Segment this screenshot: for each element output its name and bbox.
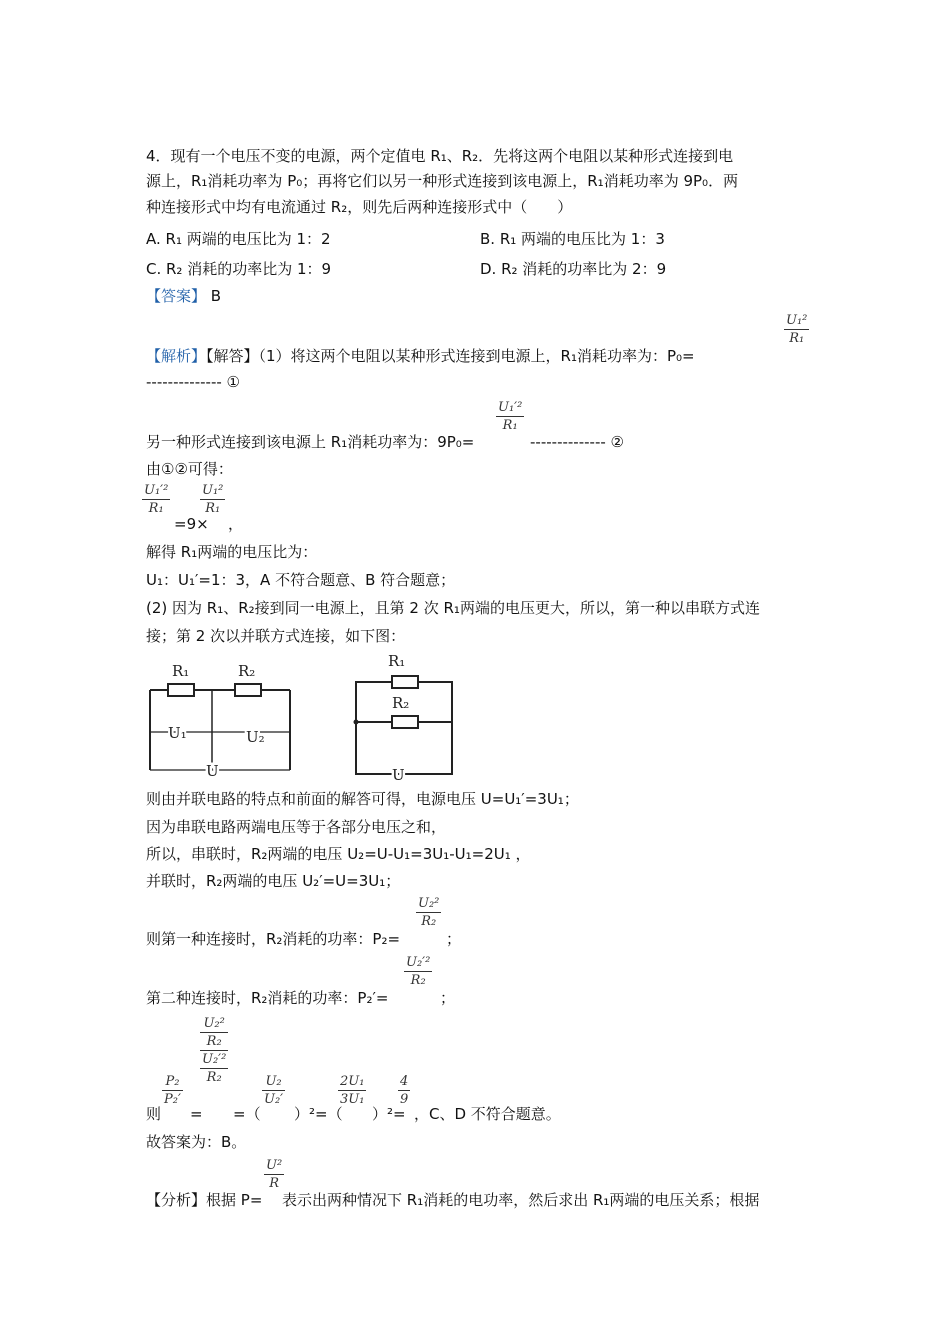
analysis-line-7: U₁：U₁′=1：3，A 不符合题意、B 符合题意； [146, 571, 456, 589]
option-a: A. R₁ 两端的电压比为 1：2 [146, 230, 331, 248]
series-r1-label: R₁ [172, 662, 190, 680]
analysis-line-8: (2) 因为 R₁、R₂接到同一电源上，且第 2 次 R₁两端的电压更大，所以，第一种以串联方式连 [146, 599, 760, 617]
parallel-r1-resistor [392, 676, 418, 688]
fraction-p2: U₂² R₂ [418, 896, 440, 929]
answer-line [146, 286, 221, 306]
series-u1-label: U₁ [168, 724, 187, 742]
analysis-line-14: 则第一种连接时，R₂消耗的功率：P₂= [146, 930, 401, 948]
analysis-line-18-tail: 表示出两种情况下 R₁消耗的电功率，然后求出 R₁两端的电压关系；根据 [282, 1191, 760, 1209]
analysis-line-12: 所以，串联时，R₂两端的电压 U₂=U-U₁=3U₁-U₁=2U₁ ， [146, 845, 531, 863]
parallel-r2-resistor [392, 716, 418, 728]
option-d: D. R₂ 消耗的功率比为 2：9 [480, 260, 667, 278]
answer-tag: 【答案】 [146, 287, 207, 305]
analysis-line-4: 由①②可得： [146, 460, 233, 478]
analysis-line-3: 另一种形式连接到该电源上 R₁消耗功率为：9P₀= [146, 433, 475, 451]
fraction-u2-ratio: U₂ U₂′ [264, 1074, 284, 1107]
series-r1-resistor [168, 684, 194, 696]
analysis-line-18: 【分析】根据 P= [146, 1191, 263, 1209]
ratio-eq-3: ）²=（ [294, 1105, 343, 1123]
option-c: C. R₂ 消耗的功率比为 1：9 [146, 260, 332, 278]
ratio-eq-1: = [190, 1105, 203, 1123]
series-u2-label: U₂ [246, 728, 265, 746]
question-line-1: 4．现有一个电压不变的电源，两个定值电 R₁、R₂．先将这两个电阻以某种形式连接到电 [146, 147, 734, 165]
fraction-p0: U₁² R₁ [786, 313, 808, 346]
analysis-line-11: 因为串联电路两端电压等于各部分电压之和， [146, 818, 447, 836]
analysis-line-14-tail: ； [446, 930, 462, 948]
fraction-2u1-3u1: 2U₁ 3U₁ [340, 1074, 365, 1107]
series-circuit-diagram [140, 652, 300, 782]
parallel-circuit-diagram [348, 646, 460, 782]
ratio-eq-4: ）²= [372, 1105, 406, 1123]
series-r2-label: R₂ [238, 662, 256, 680]
fraction-u2-r: U² R [266, 1158, 283, 1191]
analysis-line-17: 故答案为：B。 [146, 1133, 247, 1151]
answer-value: B [210, 287, 222, 305]
series-u-label: U [206, 762, 219, 780]
analysis-tag: 【解析】 [146, 347, 207, 365]
equation-tail: ， [228, 515, 244, 533]
fraction-9p0: U₁′² R₁ [498, 400, 523, 433]
question-line-3: 种连接形式中均有电流通过 R₂，则先后两种连接形式中（ ） [146, 198, 573, 216]
analysis-line-10: 则由并联电路的特点和前面的解答可得，电源电压 U=U₁′=3U₁； [146, 790, 579, 808]
analysis-line-3-tail: -------------- ② [530, 433, 624, 451]
fraction-compound: U₂² R₂ U₂′² R₂ [202, 1016, 227, 1085]
analysis-line-9: 接；第 2 次以并联方式连接，如下图： [146, 627, 406, 645]
analysis-line-15: 第二种连接时，R₂消耗的功率：P₂′= [146, 989, 389, 1007]
question-line-2: 源上，R₁消耗功率为 P₀；再将它们以另一种形式连接到该电源上，R₁消耗功率为 9P₀．两 [146, 172, 739, 190]
fraction-eq-left: U₁′² R₁ [144, 483, 169, 516]
ratio-tail: ，C、D 不符合题意。 [414, 1105, 561, 1123]
series-r2-resistor [235, 684, 261, 696]
analysis-line-15-tail: ； [440, 989, 456, 1007]
ratio-prefix: 则 [146, 1105, 162, 1123]
ratio-eq-2: =（ [233, 1105, 261, 1123]
analysis-line-13: 并联时，R₂两端的电压 U₂′=U=3U₁； [146, 872, 401, 890]
parallel-u-label: U [392, 766, 405, 782]
analysis-line-2: -------------- ① [146, 373, 240, 391]
parallel-r1-label: R₁ [388, 652, 406, 670]
equation-mid: =9× [174, 515, 209, 533]
fraction-4-9: 4 9 [400, 1074, 409, 1107]
analysis-line-6: 解得 R₁两端的电压比为： [146, 543, 318, 561]
fraction-p2-ratio: P₂ P₂′ [164, 1074, 181, 1107]
option-b: B. R₁ 两端的电压比为 1：3 [480, 230, 665, 248]
fraction-p2-prime: U₂′² R₂ [406, 955, 431, 988]
parallel-r2-label: R₂ [392, 694, 410, 712]
analysis-line-1: 【解析】【解答】（1）将这两个电阻以某种形式连接到电源上，R₁消耗功率为：P₀= [146, 347, 695, 365]
fraction-eq-right: U₁² R₁ [202, 483, 224, 516]
